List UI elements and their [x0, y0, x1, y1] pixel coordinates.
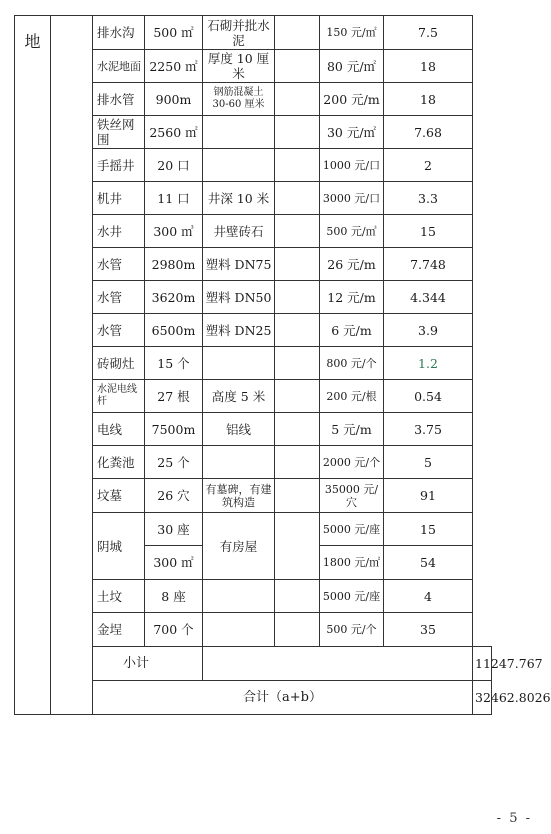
item-name: 铁丝网围: [93, 116, 145, 149]
item-price: 1800 元/㎡: [320, 546, 384, 580]
item-quantity: 11 口: [145, 182, 203, 215]
item-quantity: 25 个: [145, 446, 203, 479]
item-amount: 54: [384, 546, 473, 580]
item-name: 砖砌灶: [93, 347, 145, 380]
item-price: 5000 元/座: [320, 580, 384, 613]
item-amount: 5: [384, 446, 473, 479]
item-spec: 塑料 DN75: [203, 248, 275, 281]
item-price: 200 元/根: [320, 380, 384, 413]
item-name: 机井: [93, 182, 145, 215]
blank-cell: [275, 580, 320, 613]
item-spec: [203, 116, 275, 149]
item-amount: 15: [384, 513, 473, 546]
item-amount: 4: [384, 580, 473, 613]
blank-cell: [275, 446, 320, 479]
item-price: 150 元/㎡: [320, 16, 384, 50]
item-spec: [203, 347, 275, 380]
item-spec: [203, 613, 275, 647]
blank-cell: [275, 314, 320, 347]
item-price: 200 元/m: [320, 83, 384, 116]
item-quantity: 300 ㎥: [145, 215, 203, 248]
item-amount: 91: [384, 479, 473, 513]
item-name: 土坟: [93, 580, 145, 613]
item-name: 阴城: [93, 513, 145, 580]
item-price: 3000 元/口: [320, 182, 384, 215]
item-spec: 塑料 DN50: [203, 281, 275, 314]
item-price: 5000 元/座: [320, 513, 384, 546]
item-quantity: 27 根: [145, 380, 203, 413]
item-name: 坟墓: [93, 479, 145, 513]
table-row: [15, 16, 492, 50]
item-spec: 厚度 10 厘米: [203, 50, 275, 83]
region-label: 地: [15, 16, 51, 715]
blank-cell: [275, 83, 320, 116]
item-amount: 4.344: [384, 281, 473, 314]
item-quantity: 15 个: [145, 347, 203, 380]
item-name: 水井: [93, 215, 145, 248]
indent-cell: [51, 16, 93, 715]
item-price: 1000 元/口: [320, 149, 384, 182]
item-spec: 钢筋混凝土 30-60 厘米: [203, 83, 275, 116]
item-spec: [203, 580, 275, 613]
blank-cell: [275, 513, 320, 580]
page-number: - 5 -: [496, 811, 532, 826]
item-amount: 7.748: [384, 248, 473, 281]
item-price: 6 元/m: [320, 314, 384, 347]
item-name: 水管: [93, 248, 145, 281]
blank-cell: [275, 16, 320, 50]
item-price: 2000 元/个: [320, 446, 384, 479]
item-quantity: 8 座: [145, 580, 203, 613]
item-price: 12 元/m: [320, 281, 384, 314]
blank-cell: [275, 347, 320, 380]
item-name: 手摇井: [93, 149, 145, 182]
item-quantity: 2250 ㎡: [145, 50, 203, 83]
item-spec: 石砌并批水泥: [203, 16, 275, 50]
item-price: 800 元/个: [320, 347, 384, 380]
item-name: 金埕: [93, 613, 145, 647]
item-name: 水管: [93, 314, 145, 347]
item-quantity: 30 座: [145, 513, 203, 546]
subtotal-amount: 11247.767: [473, 647, 492, 681]
item-quantity: 6500m: [145, 314, 203, 347]
blank-cell: [275, 116, 320, 149]
item-price: 26 元/m: [320, 248, 384, 281]
item-spec: 有墓碑，有建筑构造: [203, 479, 275, 513]
item-name: 排水沟: [93, 16, 145, 50]
blank-cell: [275, 281, 320, 314]
item-spec: 有房屋: [203, 513, 275, 580]
item-amount: 7.5: [384, 16, 473, 50]
blank-cell: [275, 413, 320, 446]
item-quantity: 7500m: [145, 413, 203, 446]
subtotal-label: 小计: [93, 647, 203, 681]
item-amount: 3.75: [384, 413, 473, 446]
item-price: 80 元/㎡: [320, 50, 384, 83]
blank-cell: [275, 215, 320, 248]
item-spec: 井壁砖石: [203, 215, 275, 248]
item-name: 电线: [93, 413, 145, 446]
total-amount: 32462.8026: [473, 681, 492, 715]
item-amount: 15: [384, 215, 473, 248]
item-price: 5 元/m: [320, 413, 384, 446]
item-quantity: 3620m: [145, 281, 203, 314]
item-quantity: 2980m: [145, 248, 203, 281]
total-label: 合计（a+b）: [93, 681, 473, 715]
compensation-table: [14, 15, 551, 715]
item-amount: 35: [384, 613, 473, 647]
item-price: 30 元/㎡: [320, 116, 384, 149]
item-name: 化粪池: [93, 446, 145, 479]
item-amount: 3.3: [384, 182, 473, 215]
item-quantity: 900m: [145, 83, 203, 116]
item-name: 水泥地面: [93, 50, 145, 83]
item-price: 500 元/个: [320, 613, 384, 647]
item-name: 排水管: [93, 83, 145, 116]
item-quantity: 20 口: [145, 149, 203, 182]
blank-cell: [275, 613, 320, 647]
item-amount: 18: [384, 83, 473, 116]
item-quantity: 300 ㎡: [145, 546, 203, 580]
item-name: 水管: [93, 281, 145, 314]
blank-cell: [275, 380, 320, 413]
item-amount: 18: [384, 50, 473, 83]
blank-cell: [275, 248, 320, 281]
item-amount: 0.54: [384, 380, 473, 413]
blank-cell: [275, 182, 320, 215]
item-amount: 2: [384, 149, 473, 182]
item-quantity: 700 个: [145, 613, 203, 647]
item-amount: 7.68: [384, 116, 473, 149]
item-amount: 1.2: [384, 347, 473, 380]
item-spec: 井深 10 米: [203, 182, 275, 215]
blank-cell: [275, 149, 320, 182]
blank-cell: [275, 50, 320, 83]
item-spec: 高度 5 米: [203, 380, 275, 413]
item-price: 500 元/㎥: [320, 215, 384, 248]
item-name: 水泥电线杆: [93, 380, 145, 413]
item-price: 35000 元/穴: [320, 479, 384, 513]
item-quantity: 500 ㎡: [145, 16, 203, 50]
item-spec: 铝线: [203, 413, 275, 446]
item-quantity: 26 穴: [145, 479, 203, 513]
item-quantity: 2560 ㎡: [145, 116, 203, 149]
blank-cell: [203, 647, 473, 681]
item-spec: [203, 149, 275, 182]
blank-cell: [275, 479, 320, 513]
item-spec: 塑料 DN25: [203, 314, 275, 347]
item-spec: [203, 446, 275, 479]
item-amount: 3.9: [384, 314, 473, 347]
